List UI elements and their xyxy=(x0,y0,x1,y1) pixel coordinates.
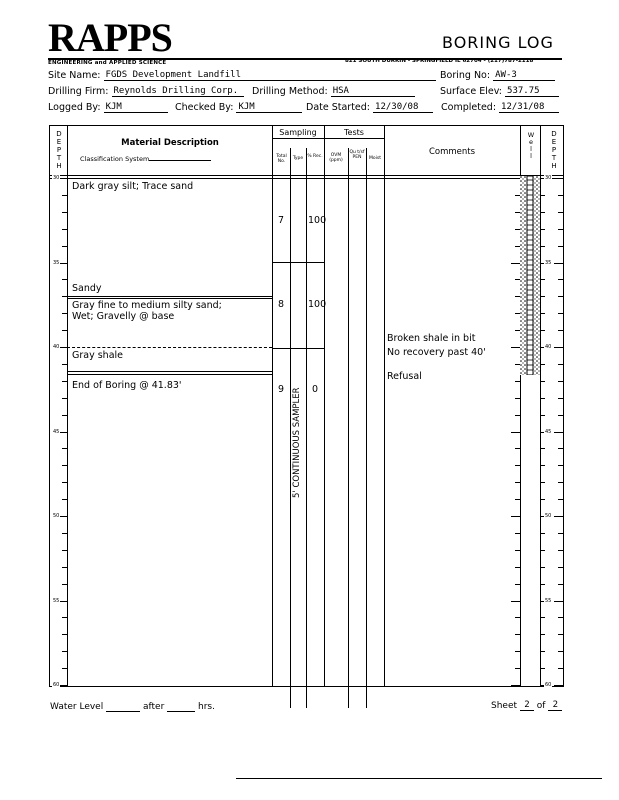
depth-tick xyxy=(540,567,545,568)
depth-tick xyxy=(515,634,520,635)
depth-tick xyxy=(62,567,67,568)
pct-rec-header: % Rec. xyxy=(307,154,323,159)
depth-tick xyxy=(62,229,67,230)
depth-tick xyxy=(62,279,67,280)
depth-tick xyxy=(515,448,520,449)
after-label: after xyxy=(142,702,165,712)
site-name-value: FGDS Development Landfill xyxy=(104,70,436,81)
logged-by-value: KJM xyxy=(104,102,168,113)
depth-tick xyxy=(540,668,545,669)
material-line: Gray fine to medium silty sand; xyxy=(72,300,222,311)
depth-label: 35 xyxy=(53,259,60,266)
depth-tick xyxy=(558,415,563,416)
depth-tick xyxy=(558,482,563,483)
depth-tick xyxy=(540,364,545,365)
checked-by-value: KJM xyxy=(236,102,302,113)
depth-tick xyxy=(558,195,563,196)
depth-tick xyxy=(558,212,563,213)
sheet-total: 2 xyxy=(548,700,562,711)
boring-log-table xyxy=(49,125,564,687)
depth-tick xyxy=(540,550,545,551)
depth-tick xyxy=(62,313,67,314)
sample-boundary xyxy=(272,348,324,349)
sample-number: 8 xyxy=(278,299,285,310)
comment-line: Refusal xyxy=(387,371,422,382)
sample-boundary xyxy=(272,262,324,263)
site-name-label: Site Name: xyxy=(48,70,101,81)
sheet-label: Sheet xyxy=(491,701,518,711)
depth-tick xyxy=(554,516,563,517)
sheet-row xyxy=(491,700,562,711)
depth-label: 50 xyxy=(545,513,552,519)
depth-tick xyxy=(558,617,563,618)
material-description-header: Material Description xyxy=(121,138,219,148)
depth-tick xyxy=(540,398,545,399)
depth-tick xyxy=(515,567,520,568)
depth-tick xyxy=(540,651,545,652)
depth-label: 55 xyxy=(53,597,60,604)
depth-tick xyxy=(62,398,67,399)
completed-row xyxy=(441,102,559,113)
depth-tick xyxy=(540,482,545,483)
logged-by-row xyxy=(48,102,168,113)
depth-tick xyxy=(540,634,545,635)
depth-tick xyxy=(62,617,67,618)
depth-tick xyxy=(62,212,67,213)
depth-label: 30 xyxy=(545,175,552,181)
water-level-value xyxy=(106,711,140,712)
depth-tick xyxy=(515,482,520,483)
depth-tick xyxy=(62,533,67,534)
boring-no-label: Boring No: xyxy=(440,70,491,81)
comments-header: Comments xyxy=(428,147,476,157)
depth-tick xyxy=(515,465,520,466)
depth-tick xyxy=(558,330,563,331)
drilling-method-row xyxy=(252,86,415,97)
depth-tick xyxy=(62,499,67,500)
sheet-number: 2 xyxy=(520,700,534,711)
page-bottom-rule xyxy=(236,778,602,779)
site-name-row xyxy=(48,70,436,81)
well-construction-graphic xyxy=(520,176,540,375)
depth-tick xyxy=(511,516,520,517)
depth-column-header: D E P T H xyxy=(56,130,62,170)
depth-tick xyxy=(62,584,67,585)
sample-number: 9 xyxy=(278,384,285,395)
depth-tick xyxy=(558,448,563,449)
depth-tick xyxy=(558,668,563,669)
depth-tick xyxy=(540,279,545,280)
depth-tick xyxy=(558,279,563,280)
depth-tick xyxy=(515,668,520,669)
tests-header: Tests xyxy=(344,128,364,137)
depth-tick xyxy=(558,398,563,399)
depth-tick xyxy=(558,567,563,568)
depth-label: 40 xyxy=(53,344,60,350)
checked-by-row xyxy=(175,102,302,113)
drilling-firm-value: Reynolds Drilling Corp. xyxy=(112,86,244,97)
document-title: BORING LOG xyxy=(442,33,554,52)
material-line: Dark gray silt; Trace sand xyxy=(72,181,194,192)
depth-tick xyxy=(515,533,520,534)
depth-tick xyxy=(554,601,563,602)
depth-tick xyxy=(511,263,520,264)
depth-tick xyxy=(540,330,545,331)
surface-elev-label: Surface Elev: xyxy=(440,86,503,97)
layer-boundary xyxy=(67,296,272,297)
depth-tick xyxy=(540,212,545,213)
sampling-header: Sampling xyxy=(279,128,317,137)
completed-label: Completed: xyxy=(441,102,497,113)
well-column-header: W e l l xyxy=(527,131,535,160)
depth-tick xyxy=(540,415,545,416)
comment-line: Broken shale in bit xyxy=(387,333,476,344)
depth-tick xyxy=(62,448,67,449)
boring-no-value: AW-3 xyxy=(493,70,555,81)
water-level-label: Water Level xyxy=(50,702,104,712)
depth-tick xyxy=(540,617,545,618)
material-line: Wet; Gravelly @ base xyxy=(72,311,175,322)
after-value xyxy=(167,711,195,712)
depth-tick xyxy=(515,398,520,399)
depth-tick xyxy=(558,381,563,382)
logged-by-label: Logged By: xyxy=(48,102,101,113)
material-line: Sandy xyxy=(72,283,102,294)
depth-tick xyxy=(511,178,520,179)
company-address: 821 SOUTH DURKIN - SPRINGFIELD IL 62704 - (217)787-2118 xyxy=(345,58,534,64)
depth-column-header-right: D E P T H xyxy=(551,130,557,170)
depth-tick xyxy=(62,246,67,247)
depth-tick xyxy=(540,584,545,585)
depth-tick xyxy=(558,584,563,585)
depth-tick xyxy=(62,634,67,635)
sample-number: 7 xyxy=(278,215,285,226)
type-header: Type xyxy=(292,156,304,161)
layer-boundary xyxy=(67,371,272,372)
depth-tick xyxy=(515,651,520,652)
of-label: of xyxy=(536,701,546,711)
depth-tick xyxy=(558,533,563,534)
depth-tick xyxy=(62,482,67,483)
depth-tick xyxy=(540,195,545,196)
depth-tick xyxy=(511,685,520,686)
depth-tick xyxy=(62,381,67,382)
depth-label: 45 xyxy=(545,428,552,435)
depth-tick xyxy=(558,313,563,314)
depth-tick xyxy=(62,465,67,466)
depth-tick xyxy=(540,246,545,247)
depth-tick xyxy=(554,432,563,433)
depth-tick xyxy=(554,178,563,179)
company-tagline: ENGINEERING and APPLIED SCIENCE xyxy=(48,60,167,66)
drilling-firm-label: Drilling Firm: xyxy=(48,86,109,97)
depth-tick xyxy=(511,347,520,348)
depth-tick xyxy=(554,263,563,264)
depth-tick xyxy=(515,381,520,382)
depth-tick xyxy=(515,584,520,585)
total-no-header: Total No. xyxy=(276,154,287,164)
sample-recovery: 0 xyxy=(312,384,319,395)
depth-tick xyxy=(540,313,545,314)
moist-header: Moist xyxy=(369,156,381,161)
depth-tick xyxy=(558,465,563,466)
qu-pen-header: Qu t/sf PEN xyxy=(349,150,365,160)
depth-tick xyxy=(515,550,520,551)
depth-tick xyxy=(515,415,520,416)
depth-tick xyxy=(540,229,545,230)
depth-tick xyxy=(62,550,67,551)
layer-boundary-dashed xyxy=(67,347,272,348)
depth-tick xyxy=(540,448,545,449)
depth-tick xyxy=(511,432,520,433)
depth-tick xyxy=(558,651,563,652)
drilling-firm-row xyxy=(48,86,244,97)
depth-tick xyxy=(540,499,545,500)
drilling-method-value: HSA xyxy=(331,86,415,97)
depth-label: 55 xyxy=(545,597,552,604)
depth-tick xyxy=(62,415,67,416)
depth-tick xyxy=(540,381,545,382)
depth-tick xyxy=(62,195,67,196)
surface-elev-row xyxy=(440,86,559,97)
date-started-row xyxy=(306,102,433,113)
depth-tick xyxy=(558,634,563,635)
depth-label: 60 xyxy=(53,682,60,688)
date-started-label: Date Started: xyxy=(306,102,371,113)
depth-tick xyxy=(62,364,67,365)
sampler-type-label: 5' CONTINUOUS SAMPLER xyxy=(292,387,302,498)
depth-label: 50 xyxy=(53,513,60,519)
depth-label: 45 xyxy=(53,428,60,435)
comment-line: No recovery past 40' xyxy=(387,347,486,358)
depth-tick xyxy=(554,685,563,686)
completed-value: 12/31/08 xyxy=(499,102,559,113)
depth-label: 60 xyxy=(545,682,552,688)
surface-elev-value: 537.75 xyxy=(505,86,559,97)
depth-tick xyxy=(540,296,545,297)
date-started-value: 12/30/08 xyxy=(373,102,433,113)
depth-tick xyxy=(558,229,563,230)
depth-label: 40 xyxy=(545,344,552,350)
checked-by-label: Checked By: xyxy=(175,102,234,113)
sample-recovery: 100 xyxy=(308,299,327,310)
depth-tick xyxy=(558,499,563,500)
material-line: End of Boring @ 41.83' xyxy=(72,380,182,391)
boring-no-row xyxy=(440,70,555,81)
company-logo: RAPPS xyxy=(48,15,172,60)
water-level-row xyxy=(50,702,215,712)
depth-tick xyxy=(515,617,520,618)
sample-recovery: 100 xyxy=(308,215,327,226)
depth-tick xyxy=(558,246,563,247)
classification-system-label: Classification System xyxy=(80,155,211,164)
depth-label: 30 xyxy=(53,175,60,181)
depth-tick xyxy=(511,601,520,602)
drilling-method-label: Drilling Method: xyxy=(252,86,328,97)
depth-tick xyxy=(558,364,563,365)
hrs-label: hrs. xyxy=(198,702,215,712)
depth-tick xyxy=(540,465,545,466)
depth-tick xyxy=(554,347,563,348)
depth-tick xyxy=(62,651,67,652)
depth-tick xyxy=(62,668,67,669)
depth-tick xyxy=(540,533,545,534)
depth-tick xyxy=(558,296,563,297)
depth-tick xyxy=(515,499,520,500)
depth-tick xyxy=(558,550,563,551)
material-line: Gray shale xyxy=(72,350,124,361)
depth-label: 35 xyxy=(545,259,552,266)
depth-tick xyxy=(62,330,67,331)
ovm-header: OVM (ppm) xyxy=(329,153,343,163)
